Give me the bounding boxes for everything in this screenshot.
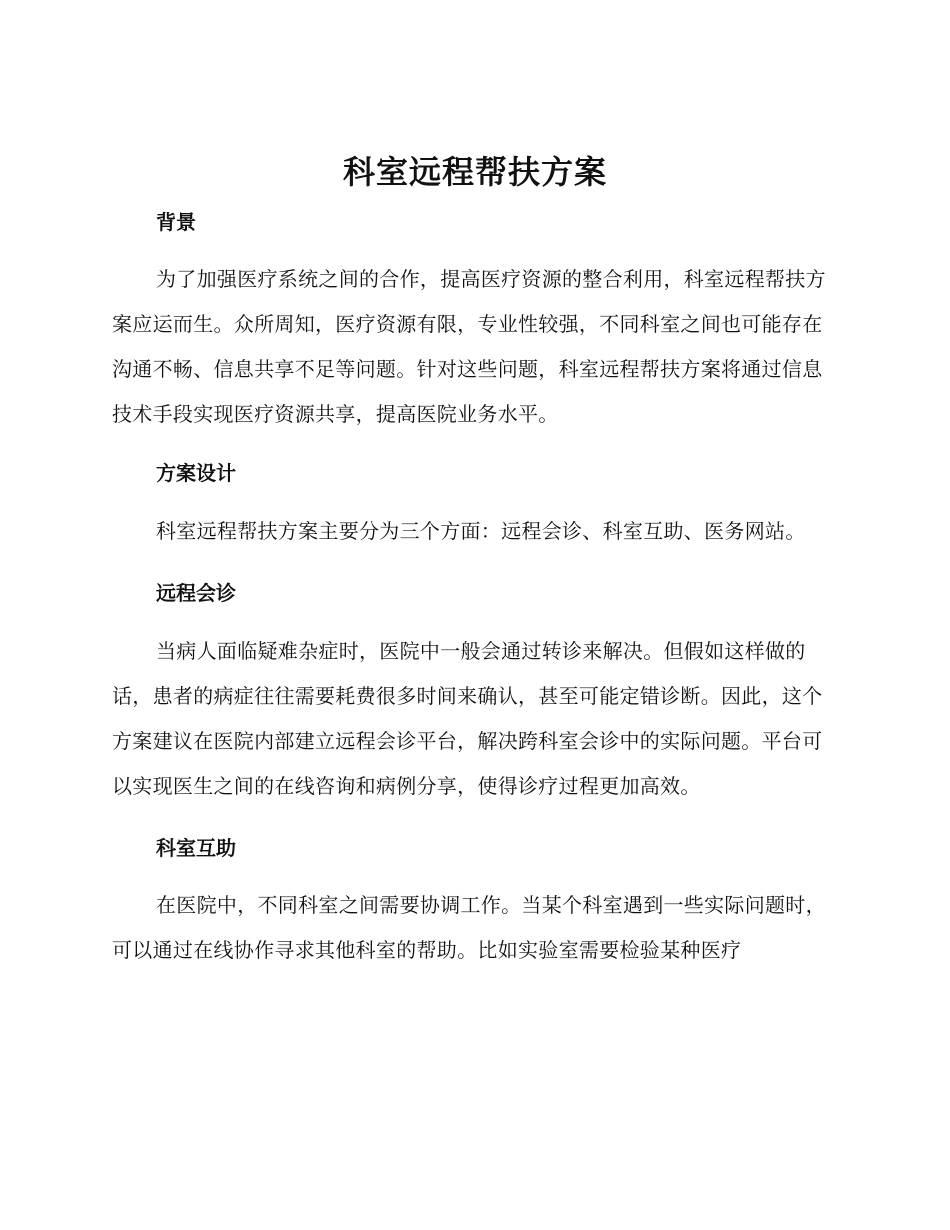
section-paragraph-remote-consultation: 当病人面临疑难杂症时，医院中一般会通过转诊来解决。但假如这样做的话，患者的病症往往需要耗费很多时间来确认，甚至可能定错诊断。因此，这个方案建议在医院内部建立远程会诊平台，解决跨科室会诊中的实际问题。平台可以实现医生之间的在线咨询和病例分享，使得诊疗过程更加高效。	[112, 639, 823, 798]
section-paragraph-plan-design: 科室远程帮扶方案主要分为三个方面：远程会诊、科室互助、医务网站。	[156, 519, 806, 543]
section-paragraph-department-mutual-aid: 在医院中，不同科室之间需要协调工作。当某个科室遇到一些实际问题时，可以通过在线协作寻求其他科室的帮助。比如实验室需要检验某种医疗	[112, 893, 826, 962]
section-heading-remote-consultation: 远程会诊	[156, 581, 236, 605]
section-heading-department-mutual-aid: 科室互助	[156, 836, 236, 860]
document-body	[112, 200, 830, 973]
section-heading-plan-design: 方案设计	[156, 461, 236, 485]
section-paragraph-background: 为了加强医疗系统之间的合作，提高医疗资源的整合利用，科室远程帮扶方案应运而生。众所周知，医疗资源有限，专业性较强，不同科室之间也可能存在沟通不畅、信息共享不足等问题。针对这些问题，科室远程帮扶方案将通过信息技术手段实现医疗资源共享，提高医院业务水平。	[112, 267, 826, 426]
document-title: 科室远程帮扶方案	[342, 153, 607, 191]
section-heading-background: 背景	[156, 210, 196, 234]
